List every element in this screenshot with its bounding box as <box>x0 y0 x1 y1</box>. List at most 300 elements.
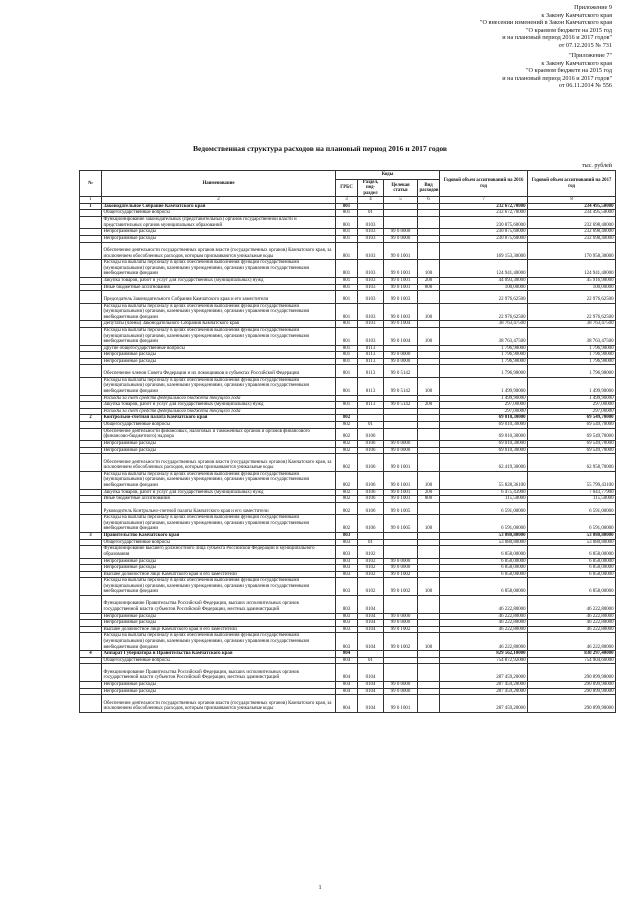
row-amount-2016: 6 858,00000 <box>440 578 528 596</box>
row-amount-2016: 230 875,60000 <box>440 217 528 229</box>
row-grbs: 803 <box>336 613 358 620</box>
row-razdel: 0104 <box>358 695 384 713</box>
row-grbs: 801 <box>336 402 358 409</box>
row-number <box>80 395 102 402</box>
table-row <box>80 327 616 345</box>
row-vr <box>418 664 440 682</box>
row-vr <box>418 428 440 440</box>
row-amount-2017: 297,00000 <box>528 408 616 415</box>
row-vr: 800 <box>418 284 440 291</box>
row-csr: 99 0 1001 <box>384 277 418 284</box>
row-amount-2017: 53 080,80000 <box>528 539 616 546</box>
row-amount-2016: 69 010,30000 <box>440 428 528 440</box>
row-grbs: 804 <box>336 695 358 713</box>
row-razdel: 01 <box>358 422 384 429</box>
table-row <box>80 496 616 503</box>
row-number: 1 <box>80 203 102 210</box>
row-name: Непрограммные расходы <box>102 565 336 572</box>
row-number <box>80 327 102 345</box>
row-csr: 99 0 1001 <box>384 695 418 713</box>
table-row <box>80 395 616 402</box>
row-name: Расходы на выплаты персоналу в целях обеспечения выполнения функций государственными (муниципальными) органами, казенными учреждениями, органами управления государственными внебюджетными фондами <box>102 633 336 651</box>
table-row <box>80 578 616 596</box>
row-razdel: 0102 <box>358 546 384 558</box>
row-vr <box>418 415 440 422</box>
col-header-name: Наименование <box>102 171 336 197</box>
row-number <box>80 571 102 578</box>
row-name: Непрограммные расходы <box>102 682 336 689</box>
row-name: Функционирование высшего должностного лица субъекта Российской Федерации и муниципального образования <box>102 546 336 558</box>
row-amount-2017: 1 796,90000 <box>528 352 616 359</box>
row-amount-2017: 6 858,00000 <box>528 571 616 578</box>
row-csr: 99 0 0000 <box>384 688 418 695</box>
table-row <box>80 651 616 658</box>
table-row <box>80 546 616 558</box>
row-vr <box>418 626 440 633</box>
row-grbs: 803 <box>336 596 358 614</box>
units-label: тыс. рублей <box>582 163 612 169</box>
row-razdel: 0103 <box>358 327 384 345</box>
table-row <box>80 229 616 236</box>
row-number <box>80 260 102 278</box>
row-number <box>80 546 102 558</box>
row-vr <box>418 565 440 572</box>
row-amount-2017: 46 222,80000 <box>528 626 616 633</box>
col-header-razdel: Раздел, под-раздел <box>358 180 384 197</box>
row-amount-2017: 290 899,90000 <box>528 695 616 713</box>
row-grbs: 803 <box>336 620 358 627</box>
table-row <box>80 408 616 415</box>
row-csr: 99 0 0000 <box>384 235 418 242</box>
row-amount-2017: 6 591,00000 <box>528 502 616 514</box>
row-vr <box>418 321 440 328</box>
row-razdel: 0102 <box>358 578 384 596</box>
row-amount-2016: 6 858,00000 <box>440 558 528 565</box>
row-grbs: 803 <box>336 578 358 596</box>
row-razdel: 01 <box>358 539 384 546</box>
table-row <box>80 688 616 695</box>
row-amount-2016: 287 459,20000 <box>440 688 528 695</box>
row-name: Контрольно-счетная палата Камчатского края <box>102 415 336 422</box>
row-grbs: 801 <box>336 260 358 278</box>
table-row <box>80 620 616 627</box>
row-amount-2017: 22 976,62500 <box>528 291 616 303</box>
row-number <box>80 558 102 565</box>
row-amount-2017: 69 549,70000 <box>528 441 616 448</box>
table-row <box>80 284 616 291</box>
row-grbs: 803 <box>336 546 358 558</box>
table-row <box>80 291 616 303</box>
row-csr: 99 0 0000 <box>384 352 418 359</box>
row-amount-2017: 234 495,50000 <box>528 210 616 217</box>
row-vr <box>418 657 440 664</box>
row-csr: 99 0 1001 <box>384 260 418 278</box>
table-row <box>80 539 616 546</box>
row-name: Непрограммные расходы <box>102 229 336 236</box>
row-number <box>80 242 102 260</box>
row-amount-2017: 38 763,47500 <box>528 327 616 345</box>
table-row <box>80 217 616 229</box>
column-number: 3 <box>336 197 358 204</box>
row-number <box>80 620 102 627</box>
page-number: 1 <box>318 884 322 891</box>
row-amount-2017: 232 698,40000 <box>528 235 616 242</box>
row-csr: 99 0 0000 <box>384 447 418 454</box>
row-razdel: 0102 <box>358 565 384 572</box>
row-name: Председатель Законодательного Собрания Камчатского края и его заместители <box>102 291 336 303</box>
row-vr <box>418 651 440 658</box>
row-razdel: 0103 <box>358 229 384 236</box>
row-name: Общегосударственные вопросы <box>102 539 336 546</box>
row-razdel: 0106 <box>358 502 384 514</box>
row-amount-2017: 38 763,47500 <box>528 321 616 328</box>
row-grbs: 801 <box>336 345 358 352</box>
row-razdel: 0103 <box>358 321 384 328</box>
row-csr: 99 0 5142 <box>384 402 418 409</box>
row-number <box>80 657 102 664</box>
row-grbs: 801 <box>336 327 358 345</box>
row-amount-2016: 297,00000 <box>440 408 528 415</box>
row-name: Общегосударственные вопросы <box>102 422 336 429</box>
row-amount-2016: 1 796,90000 <box>440 358 528 365</box>
table-row <box>80 242 616 260</box>
row-amount-2016: 53 080,80000 <box>440 532 528 539</box>
row-csr: 99 0 1005 <box>384 515 418 533</box>
col-header-2016: Годовой объем ассигнований на 2016 год <box>440 171 528 197</box>
header-line: к Закону Камчатского края <box>541 11 612 19</box>
column-number: 2 <box>102 197 336 204</box>
row-amount-2016: 69 010,30000 <box>440 422 528 429</box>
row-csr <box>384 408 418 415</box>
row-amount-2016: 232 672,70000 <box>440 203 528 210</box>
row-razdel: 0103 <box>358 291 384 303</box>
row-amount-2017: 69 549,70000 <box>528 447 616 454</box>
row-amount-2017: 170 958,30000 <box>528 242 616 260</box>
row-razdel: 0102 <box>358 558 384 565</box>
row-amount-2016: 46 222,80000 <box>440 633 528 651</box>
row-amount-2016: 297,00000 <box>440 402 528 409</box>
row-name: Непрограммные расходы <box>102 358 336 365</box>
row-amount-2017: 124 941,40000 <box>528 260 616 278</box>
row-vr: 100 <box>418 260 440 278</box>
row-razdel: 0106 <box>358 454 384 472</box>
row-grbs <box>336 408 358 415</box>
row-vr <box>418 447 440 454</box>
row-vr: 800 <box>418 496 440 503</box>
row-name: Руководитель Контрольно-счетной палаты Камчатского края и его заместители <box>102 502 336 514</box>
row-number <box>80 217 102 229</box>
row-grbs: 801 <box>336 203 358 210</box>
row-number <box>80 688 102 695</box>
row-vr: 100 <box>418 327 440 345</box>
row-name: Расходы за счет средств федерального бюджета текущего года <box>102 408 336 415</box>
row-vr <box>418 217 440 229</box>
row-grbs: 801 <box>336 229 358 236</box>
row-csr <box>384 657 418 664</box>
row-name: Непрограммные расходы <box>102 558 336 565</box>
row-grbs: 803 <box>336 565 358 572</box>
row-csr: 99 0 1005 <box>384 502 418 514</box>
row-amount-2016: 230 875,60000 <box>440 229 528 236</box>
row-csr: 99 0 1003 <box>384 303 418 321</box>
row-grbs: 801 <box>336 321 358 328</box>
row-razdel: 0104 <box>358 620 384 627</box>
row-razdel: 0104 <box>358 664 384 682</box>
row-amount-2016: 46 222,80000 <box>440 620 528 627</box>
row-csr: 99 0 0000 <box>384 558 418 565</box>
row-number <box>80 377 102 395</box>
table-body <box>80 203 616 712</box>
row-amount-2016: 55 828,36100 <box>440 471 528 489</box>
row-grbs: 801 <box>336 242 358 260</box>
row-grbs: 802 <box>336 415 358 422</box>
row-vr <box>418 454 440 472</box>
row-amount-2017: 53 080,80000 <box>528 532 616 539</box>
row-csr: 99 0 1004 <box>384 321 418 328</box>
header-line: "О краевом бюджете на 2015 год <box>526 67 612 75</box>
header-line: "О внесении изменений в Закон Камчатского края <box>480 19 612 27</box>
table-row <box>80 358 616 365</box>
row-csr <box>384 664 418 682</box>
row-name: Непрограммные расходы <box>102 620 336 627</box>
row-number <box>80 496 102 503</box>
row-name: Другие общегосударственные вопросы <box>102 345 336 352</box>
row-razdel <box>358 408 384 415</box>
row-vr <box>418 441 440 448</box>
row-vr <box>418 682 440 689</box>
row-razdel: 0106 <box>358 428 384 440</box>
row-vr <box>418 558 440 565</box>
row-amount-2016: 62 419,30000 <box>440 454 528 472</box>
row-grbs: 801 <box>336 277 358 284</box>
row-grbs: 802 <box>336 471 358 489</box>
table-row <box>80 565 616 572</box>
row-name: Закупка товаров, работ и услуг для государственных (муниципальных) нужд <box>102 402 336 409</box>
row-number <box>80 626 102 633</box>
row-razdel <box>358 203 384 210</box>
row-name: Закупка товаров, работ и услуг для государственных (муниципальных) нужд <box>102 489 336 496</box>
row-csr: 99 0 5142 <box>384 377 418 395</box>
header-line: и на плановый период 2016 и 2017 годов" <box>502 74 612 82</box>
row-razdel: 0102 <box>358 571 384 578</box>
row-vr: 100 <box>418 515 440 533</box>
row-vr <box>418 695 440 713</box>
row-amount-2016: 1 796,90000 <box>440 352 528 359</box>
row-vr <box>418 571 440 578</box>
row-razdel: 0106 <box>358 441 384 448</box>
row-number <box>80 291 102 303</box>
table-row <box>80 235 616 242</box>
row-vr <box>418 352 440 359</box>
row-csr: 99 0 1001 <box>384 284 418 291</box>
col-header-2017: Годовой объем ассигнований на 2017 год <box>528 171 616 197</box>
table-row <box>80 260 616 278</box>
row-csr: 99 0 5142 <box>384 365 418 377</box>
row-grbs: 802 <box>336 428 358 440</box>
row-name: Непрограммные расходы <box>102 441 336 448</box>
document-title: Ведомственная структура расходов на плановый период 2016 и 2017 годов <box>192 144 448 153</box>
row-number <box>80 321 102 328</box>
row-amount-2017: 1 499,90000 <box>528 377 616 395</box>
row-razdel: 0104 <box>358 682 384 689</box>
row-number <box>80 515 102 533</box>
row-number <box>80 441 102 448</box>
table-row <box>80 441 616 448</box>
row-razdel: 0106 <box>358 489 384 496</box>
row-razdel: 0103 <box>358 277 384 284</box>
row-csr: 99 0 0000 <box>384 682 418 689</box>
row-amount-2016: 232 672,70000 <box>440 210 528 217</box>
row-csr: 99 0 0000 <box>384 620 418 627</box>
row-vr <box>418 358 440 365</box>
row-csr: 99 0 0000 <box>384 565 418 572</box>
table-row <box>80 428 616 440</box>
row-amount-2017: 46 222,80000 <box>528 613 616 620</box>
row-vr <box>418 365 440 377</box>
row-amount-2017: 69 549,70000 <box>528 428 616 440</box>
row-grbs: 803 <box>336 626 358 633</box>
row-csr <box>384 395 418 402</box>
row-amount-2017: 234 495,50000 <box>528 203 616 210</box>
row-grbs: 803 <box>336 633 358 651</box>
row-razdel: 0113 <box>358 377 384 395</box>
row-name: Расходы на выплаты персоналу в целях обеспечения выполнения функций государственными (муниципальными) органами, казенными учреждениями, органами управления государственными внебюджетными фондами <box>102 260 336 278</box>
row-amount-2017: 1 499,90000 <box>528 395 616 402</box>
row-amount-2017: 6 858,00000 <box>528 546 616 558</box>
row-number <box>80 428 102 440</box>
row-amount-2017: 1 796,90000 <box>528 345 616 352</box>
row-amount-2017: 45 916,90000 <box>528 277 616 284</box>
row-vr <box>418 620 440 627</box>
table-row <box>80 471 616 489</box>
row-csr: 99 0 1001 <box>384 454 418 472</box>
row-number <box>80 447 102 454</box>
row-grbs: 802 <box>336 496 358 503</box>
row-number: 4 <box>80 651 102 658</box>
row-csr <box>384 428 418 440</box>
row-amount-2017: 232 698,40000 <box>528 229 616 236</box>
col-header-codes: Коды <box>336 171 440 180</box>
row-vr <box>418 502 440 514</box>
row-name: Функционирование Правительства Российской Федерации, высших исполнительных органов государственной власти субъектов Российской Федерации, местных администраций <box>102 664 336 682</box>
row-grbs: 804 <box>336 688 358 695</box>
table-row <box>80 502 616 514</box>
row-razdel <box>358 651 384 658</box>
row-grbs: 801 <box>336 352 358 359</box>
row-number <box>80 210 102 217</box>
row-number <box>80 422 102 429</box>
row-csr <box>384 217 418 229</box>
row-grbs: 801 <box>336 210 358 217</box>
table-row <box>80 664 616 682</box>
row-vr <box>418 210 440 217</box>
table-row <box>80 657 616 664</box>
row-amount-2017: 290 899,90000 <box>528 664 616 682</box>
row-razdel: 0106 <box>358 496 384 503</box>
row-razdel: 0106 <box>358 447 384 454</box>
row-grbs: 801 <box>336 377 358 395</box>
row-number <box>80 345 102 352</box>
row-number <box>80 664 102 682</box>
row-amount-2016: 115,50000 <box>440 496 528 503</box>
row-name: Иные бюджетные ассигнования <box>102 496 336 503</box>
row-csr: 99 0 1002 <box>384 571 418 578</box>
row-amount-2016: 1 796,90000 <box>440 365 528 377</box>
row-name: Аппарат Губернатора и Правительства Камчатского края <box>102 651 336 658</box>
row-grbs: 802 <box>336 441 358 448</box>
row-csr <box>384 203 418 210</box>
row-name: Обеспечение деятельности государственных органов власти (государственных органов) Камчатского края, за исключением обособленных расходов, которым присваиваются уникальные коды <box>102 454 336 472</box>
col-header-csr: Целевая статья <box>384 180 418 197</box>
table-row <box>80 277 616 284</box>
row-amount-2017: 6 858,00000 <box>528 565 616 572</box>
row-vr: 100 <box>418 377 440 395</box>
table-row <box>80 447 616 454</box>
row-number <box>80 565 102 572</box>
table-row <box>80 571 616 578</box>
column-number: 8 <box>528 197 616 204</box>
row-number <box>80 277 102 284</box>
row-razdel: 0103 <box>358 242 384 260</box>
row-vr <box>418 291 440 303</box>
row-name: Общегосударственные вопросы <box>102 657 336 664</box>
row-vr <box>418 532 440 539</box>
row-name: Функционирование законодательных (представительных) органов государственной власти и представительных органов муниципальных образований <box>102 217 336 229</box>
row-name: Иные бюджетные ассигнования <box>102 284 336 291</box>
row-razdel: 0113 <box>358 402 384 409</box>
row-number <box>80 578 102 596</box>
row-razdel <box>358 532 384 539</box>
row-amount-2017: 69 549,70000 <box>528 422 616 429</box>
row-vr <box>418 596 440 614</box>
row-csr: 99 0 1003 <box>384 291 418 303</box>
row-razdel: 0113 <box>358 352 384 359</box>
row-grbs: 802 <box>336 454 358 472</box>
table-row <box>80 633 616 651</box>
header-line: от 06.11.2014 № 556 <box>558 82 612 90</box>
row-grbs: 802 <box>336 447 358 454</box>
row-amount-2017: 100,00000 <box>528 284 616 291</box>
row-grbs: 801 <box>336 358 358 365</box>
row-amount-2016: 100,00000 <box>440 284 528 291</box>
row-name: Обеспечение деятельности государственных органов власти (государственных органов) Камчатского края, за исключением обособленных расходов, которым присваиваются уникальные коды <box>102 695 336 713</box>
row-vr <box>418 395 440 402</box>
row-name: Расходы на выплаты персоналу в целях обеспечения выполнения функций государственными (муниципальными) органами, казенными учреждениями, органами управления государственными внебюджетными фондами <box>102 471 336 489</box>
row-number: 2 <box>80 415 102 422</box>
row-amount-2016: 22 976,62500 <box>440 291 528 303</box>
row-name: Непрограммные расходы <box>102 447 336 454</box>
row-name: Правительство Камчатского края <box>102 532 336 539</box>
table-row <box>80 321 616 328</box>
table-row <box>80 626 616 633</box>
row-amount-2016: 6 858,00000 <box>440 565 528 572</box>
row-razdel: 0104 <box>358 596 384 614</box>
header-line: и на плановый период 2016 и 2017 годов" <box>502 34 612 42</box>
row-razdel: 0113 <box>358 358 384 365</box>
row-grbs: 803 <box>336 539 358 546</box>
row-amount-2016: 6 858,00000 <box>440 546 528 558</box>
row-grbs: 801 <box>336 217 358 229</box>
row-name: Расходы на выплаты персоналу в целях обеспечения выполнения функций государственными (муниципальными) органами, казенными учреждениями, органами управления государственными внебюджетными фондами <box>102 377 336 395</box>
row-vr <box>418 229 440 236</box>
row-grbs: 801 <box>336 365 358 377</box>
row-number <box>80 489 102 496</box>
row-csr <box>384 422 418 429</box>
header-line: Приложение 9 <box>574 4 612 11</box>
row-amount-2016: 287 459,20000 <box>440 682 528 689</box>
row-amount-2016: 754 872,92000 <box>440 657 528 664</box>
row-csr: 99 0 0000 <box>384 229 418 236</box>
